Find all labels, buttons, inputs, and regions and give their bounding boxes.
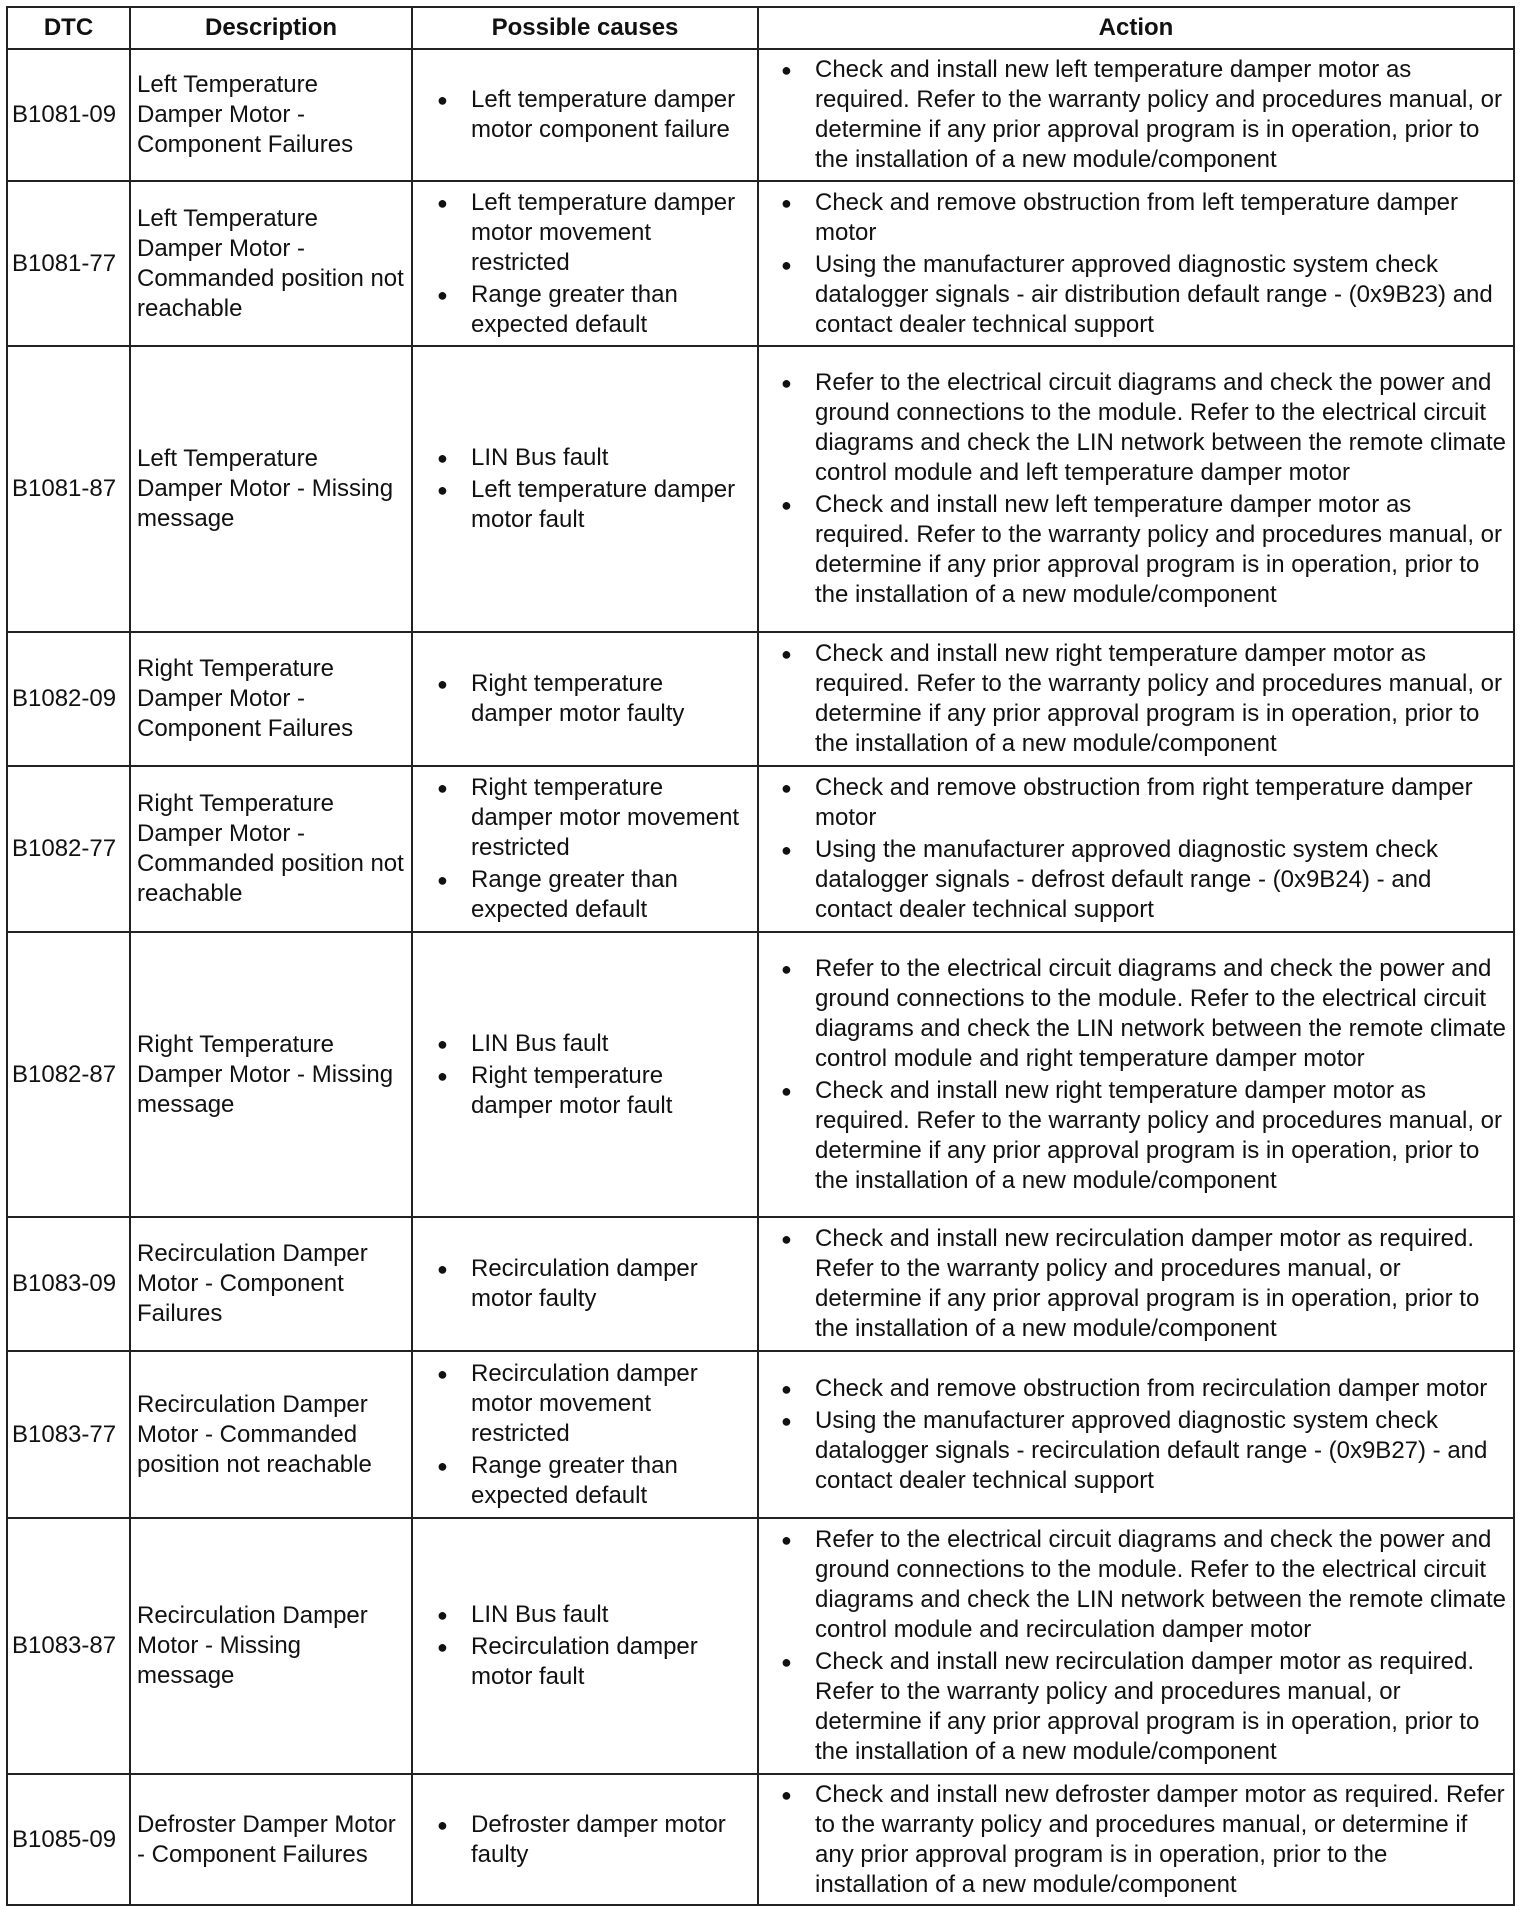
possible-causes-list — [419, 1810, 751, 1870]
action-item: ● Check and install new left temperature damper motor as required. Refer to the warranty policy and procedures manual, or determine if any prior approval program is in operation, prior to the installation of a new module/component — [815, 490, 1507, 610]
header-row — [7, 7, 1514, 49]
actions — [758, 1518, 1514, 1774]
cause-item: ● Right temperature damper motor faulty — [471, 669, 751, 729]
action-item: ● Check and install new defroster damper motor as required. Refer to the warranty policy and procedures manual, or determine if any prior approval program is in operation, prior to the installation of a new module/component — [815, 1780, 1507, 1900]
cause-item: ● Recirculation damper motor movement restricted — [471, 1359, 751, 1449]
dtc-code: B1085-09 — [7, 1774, 130, 1905]
actions — [758, 181, 1514, 346]
actions-list — [765, 773, 1507, 925]
actions — [758, 1351, 1514, 1518]
table-row — [7, 1518, 1514, 1774]
table-row — [7, 181, 1514, 346]
actions — [758, 766, 1514, 932]
possible-causes — [412, 766, 758, 932]
header-dtc: DTC — [7, 7, 130, 49]
table-row — [7, 346, 1514, 632]
description: Defroster Damper Motor - Component Failures — [130, 1774, 412, 1905]
actions-list — [765, 55, 1507, 175]
cause-item: ● LIN Bus fault — [471, 1029, 751, 1059]
possible-causes — [412, 181, 758, 346]
possible-causes — [412, 346, 758, 632]
actions — [758, 1217, 1514, 1351]
actions — [758, 1774, 1514, 1905]
cause-item: ● Range greater than expected default — [471, 865, 751, 925]
description: Left Temperature Damper Motor - Commanded position not reachable — [130, 181, 412, 346]
action-item: ● Check and install new left temperature damper motor as required. Refer to the warranty policy and procedures manual, or determine if any prior approval program is in operation, prior to the installation of a new module/component — [815, 55, 1507, 175]
possible-causes — [412, 1351, 758, 1518]
table-row — [7, 1351, 1514, 1518]
actions-list — [765, 639, 1507, 759]
possible-causes-list — [419, 1600, 751, 1692]
cause-item: ● Range greater than expected default — [471, 1451, 751, 1511]
description: Right Temperature Damper Motor - Commanded position not reachable — [130, 766, 412, 932]
header-causes: Possible causes — [412, 7, 758, 49]
actions-list — [765, 1525, 1507, 1767]
actions-list — [765, 954, 1507, 1196]
table-row — [7, 49, 1514, 181]
description: Right Temperature Damper Motor - Missing message — [130, 932, 412, 1217]
table-row — [7, 632, 1514, 766]
cause-item: ● LIN Bus fault — [471, 443, 751, 473]
actions — [758, 346, 1514, 632]
cause-item: ● Recirculation damper motor fault — [471, 1632, 751, 1692]
cause-item: ● Range greater than expected default — [471, 280, 751, 340]
possible-causes-list — [419, 1254, 751, 1314]
possible-causes — [412, 1774, 758, 1905]
action-item: ● Check and remove obstruction from recirculation damper motor — [815, 1374, 1507, 1404]
action-item: ● Check and install new recirculation damper motor as required. Refer to the warranty policy and procedures manual, or determine if any prior approval program is in operation, prior to the installation of a new module/component — [815, 1647, 1507, 1767]
action-item: ● Check and install new right temperature damper motor as required. Refer to the warranty policy and procedures manual, or determine if any prior approval program is in operation, prior to the installation of a new module/component — [815, 1076, 1507, 1196]
possible-causes-list — [419, 188, 751, 340]
actions-list — [765, 1780, 1507, 1900]
action-item: ● Check and install new right temperature damper motor as required. Refer to the warranty policy and procedures manual, or determine if any prior approval program is in operation, prior to the installation of a new module/component — [815, 639, 1507, 759]
actions — [758, 632, 1514, 766]
description: Recirculation Damper Motor - Missing message — [130, 1518, 412, 1774]
description: Recirculation Damper Motor - Component Failures — [130, 1217, 412, 1351]
dtc-code: B1081-87 — [7, 346, 130, 632]
cause-item: ● Defroster damper motor faulty — [471, 1810, 751, 1870]
description: Left Temperature Damper Motor - Component Failures — [130, 49, 412, 181]
table-row — [7, 1217, 1514, 1351]
possible-causes-list — [419, 443, 751, 535]
table-row — [7, 1774, 1514, 1905]
description: Right Temperature Damper Motor - Component Failures — [130, 632, 412, 766]
actions — [758, 932, 1514, 1217]
actions — [758, 49, 1514, 181]
dtc-code: B1082-09 — [7, 632, 130, 766]
action-item: ● Check and install new recirculation damper motor as required. Refer to the warranty policy and procedures manual, or determine if any prior approval program is in operation, prior to the installation of a new module/component — [815, 1224, 1507, 1344]
possible-causes-list — [419, 669, 751, 729]
action-item: ● Using the manufacturer approved diagnostic system check datalogger signals - air distribution default range - (0x9B23) and contact dealer technical support — [815, 250, 1507, 340]
dtc-code: B1082-87 — [7, 932, 130, 1217]
action-item: ● Check and remove obstruction from left temperature damper motor — [815, 188, 1507, 248]
actions-list — [765, 188, 1507, 340]
description: Left Temperature Damper Motor - Missing message — [130, 346, 412, 632]
dtc-code: B1083-77 — [7, 1351, 130, 1518]
action-item: ● Refer to the electrical circuit diagrams and check the power and ground connections to the module. Refer to the electrical circuit diagrams and check the LIN network between the remote climate control module and left temperature damper motor — [815, 368, 1507, 488]
dtc-table — [6, 6, 1515, 1906]
actions-list — [765, 368, 1507, 610]
action-item: ● Using the manufacturer approved diagnostic system check datalogger signals - defrost default range - (0x9B24) - and contact dealer technical support — [815, 835, 1507, 925]
dtc-code: B1083-87 — [7, 1518, 130, 1774]
dtc-code: B1081-09 — [7, 49, 130, 181]
cause-item: ● Left temperature damper motor fault — [471, 475, 751, 535]
action-item: ● Check and remove obstruction from right temperature damper motor — [815, 773, 1507, 833]
table-row — [7, 766, 1514, 932]
possible-causes-list — [419, 773, 751, 925]
possible-causes — [412, 49, 758, 181]
possible-causes — [412, 932, 758, 1217]
header-action: Action — [758, 7, 1514, 49]
actions-list — [765, 1374, 1507, 1496]
cause-item: ● Left temperature damper motor component failure — [471, 85, 751, 145]
table-row — [7, 932, 1514, 1217]
possible-causes — [412, 1217, 758, 1351]
cause-item: ● Recirculation damper motor faulty — [471, 1254, 751, 1314]
cause-item: ● Left temperature damper motor movement restricted — [471, 188, 751, 278]
action-item: ● Using the manufacturer approved diagnostic system check datalogger signals - recirculation default range - (0x9B27) - and contact dealer technical support — [815, 1406, 1507, 1496]
cause-item: ● Right temperature damper motor fault — [471, 1061, 751, 1121]
dtc-code: B1082-77 — [7, 766, 130, 932]
action-item: ● Refer to the electrical circuit diagrams and check the power and ground connections to the module. Refer to the electrical circuit diagrams and check the LIN network between the remote climate control module and recirculation damper motor — [815, 1525, 1507, 1645]
possible-causes-list — [419, 85, 751, 145]
possible-causes-list — [419, 1029, 751, 1121]
possible-causes — [412, 1518, 758, 1774]
description: Recirculation Damper Motor - Commanded position not reachable — [130, 1351, 412, 1518]
possible-causes — [412, 632, 758, 766]
action-item: ● Refer to the electrical circuit diagrams and check the power and ground connections to the module. Refer to the electrical circuit diagrams and check the LIN network between the remote climate control module and right temperature damper motor — [815, 954, 1507, 1074]
dtc-code: B1081-77 — [7, 181, 130, 346]
possible-causes-list — [419, 1359, 751, 1511]
dtc-code: B1083-09 — [7, 1217, 130, 1351]
actions-list — [765, 1224, 1507, 1344]
header-description: Description — [130, 7, 412, 49]
cause-item: ● Right temperature damper motor movement restricted — [471, 773, 751, 863]
cause-item: ● LIN Bus fault — [471, 1600, 751, 1630]
